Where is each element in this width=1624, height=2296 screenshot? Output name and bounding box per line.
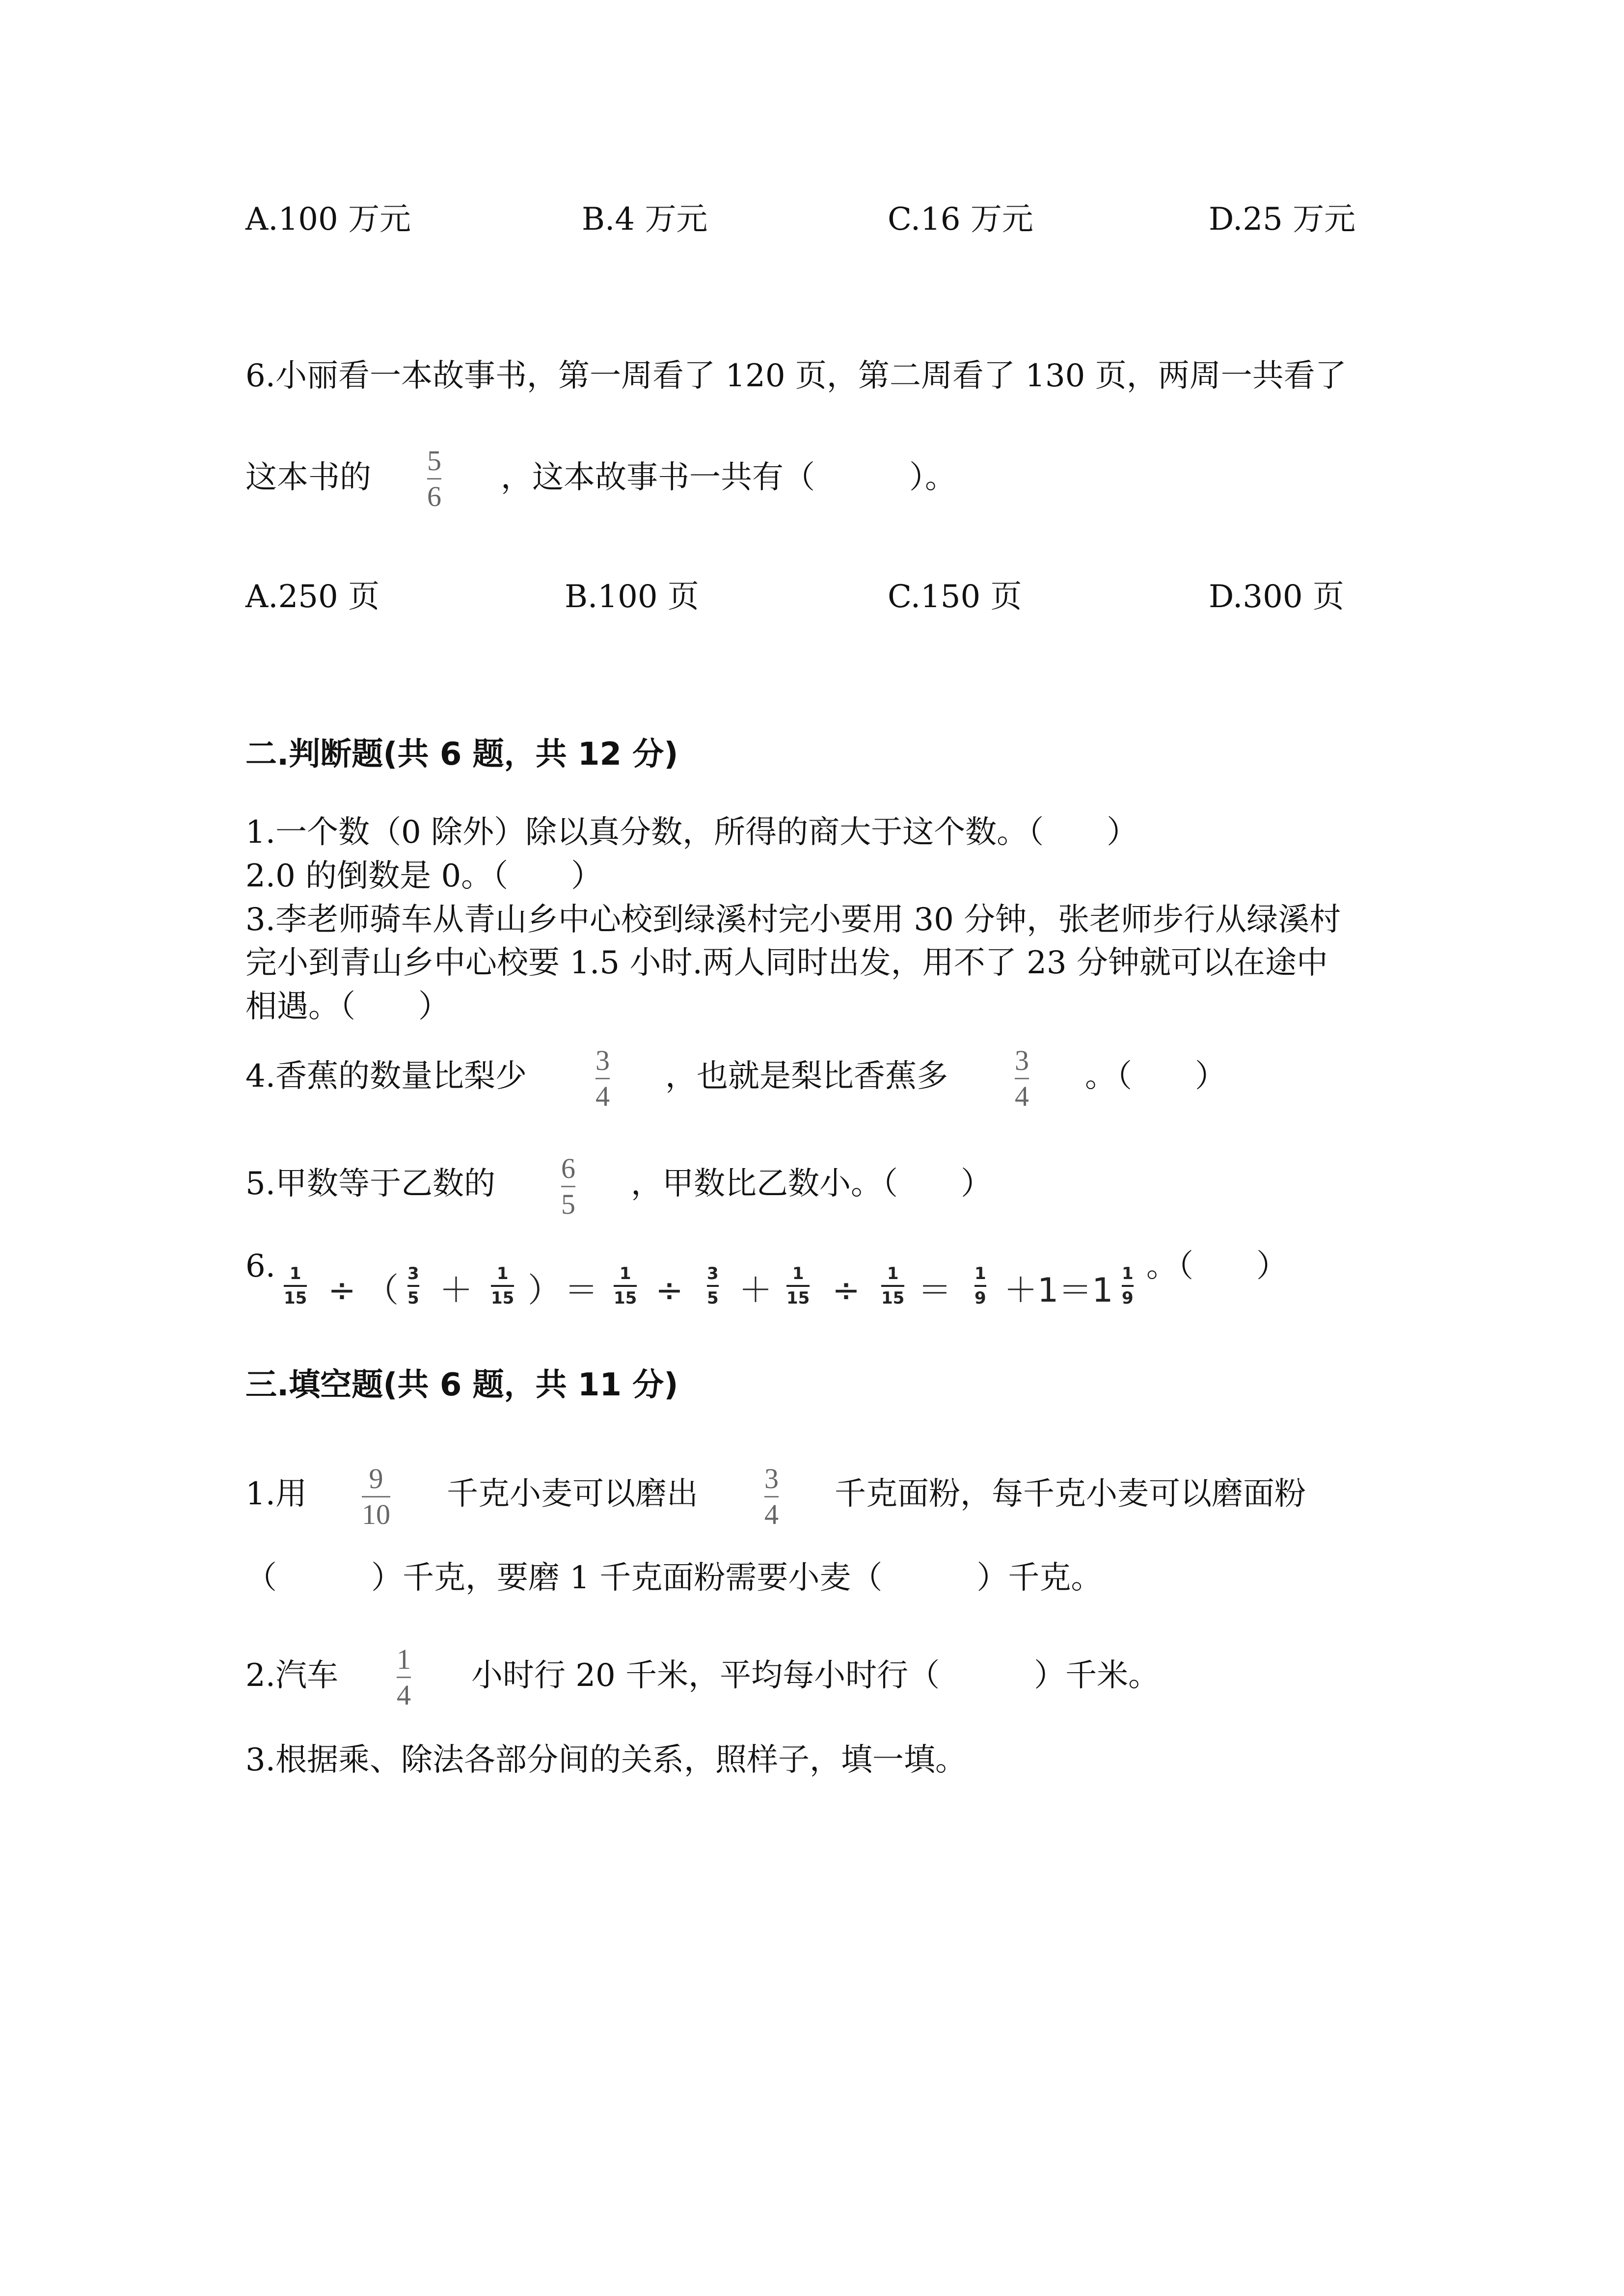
denominator: 10: [362, 1498, 390, 1530]
fraction-bar: [881, 1285, 904, 1287]
fraction-bar: [491, 1285, 514, 1287]
s2-q4-before: 4.香蕉的数量比梨少: [245, 1058, 527, 1095]
numerator: 3: [595, 1044, 610, 1076]
s3-q1-after: 千克面粉，每千克小麦可以磨面粉: [835, 1476, 1306, 1512]
plus-one-equals-one: ＋1＝1: [1004, 1271, 1113, 1310]
s3-q1-fraction-1: [362, 1465, 390, 1529]
section2-title: 二.判断题(共 6 题，共 12 分): [245, 736, 678, 773]
s2-q3-line1: 3.李老师骑车从青山乡中心校到绿溪村完小要用 30 分钟，张老师步行从绿溪村: [245, 902, 1341, 938]
fraction-bar: [1122, 1285, 1134, 1287]
q5-option-a: A.100 万元: [245, 201, 411, 238]
s2-q6-frac-5: [707, 1265, 719, 1307]
s3-q2-after: 小时行 20 千米，平均每小时行（ ）千米。: [471, 1657, 1160, 1694]
numerator: 3: [764, 1463, 779, 1495]
fraction-bar: [362, 1496, 390, 1497]
denominator: 4: [1015, 1080, 1029, 1112]
open-paren: （: [365, 1271, 399, 1310]
s3-q1-fraction-2: [764, 1465, 779, 1529]
denominator: 9: [1122, 1288, 1134, 1308]
fraction-bar: [595, 1078, 610, 1079]
denominator: 15: [614, 1288, 637, 1308]
denominator: 9: [974, 1288, 986, 1308]
s3-q2-fraction: [397, 1645, 411, 1709]
fraction-bar: [561, 1186, 575, 1187]
fraction-bar: [614, 1285, 637, 1287]
q5-option-c: C.16 万元: [888, 201, 1033, 238]
numerator: 1: [1122, 1264, 1134, 1283]
q6-option-b: B.100 页: [565, 579, 699, 615]
numerator: 1: [397, 1643, 411, 1675]
numerator: 1: [619, 1264, 631, 1283]
fraction-bar: [397, 1677, 411, 1678]
denominator: 5: [561, 1188, 575, 1220]
s3-q1-label: 1.用: [245, 1476, 307, 1512]
s2-q3-line2: 完小到青山乡中心校要 1.5 小时.两人同时出发，用不了 23 分钟就可以在途中: [245, 945, 1328, 981]
divide-sign: ÷: [655, 1271, 683, 1310]
divide-sign: ÷: [328, 1271, 356, 1310]
s2-q5-after: ，甲数比乙数小。（ ）: [631, 1166, 992, 1202]
numerator: 1: [289, 1264, 301, 1283]
s2-q4-fraction-2: [1015, 1046, 1029, 1111]
plus-sign: ＋: [739, 1271, 773, 1310]
denominator: 4: [764, 1498, 779, 1530]
equals-sign: ＝: [918, 1271, 952, 1310]
s2-q5-fraction: [561, 1154, 575, 1219]
q6-stem-line1: 6.小丽看一本故事书，第一周看了 120 页，第二周看了 130 页，两周一共看了: [245, 358, 1347, 394]
q5-option-b: B.4 万元: [582, 201, 708, 238]
q6-option-d: D.300 页: [1209, 579, 1344, 615]
denominator: 5: [407, 1288, 419, 1308]
s2-q6-frac-4: [614, 1265, 637, 1307]
s2-q4-after: 。（ ）: [1085, 1058, 1226, 1095]
numerator: 3: [707, 1264, 719, 1283]
s2-q6-label: 6.: [245, 1248, 276, 1284]
s2-q6-frac-6: [786, 1265, 810, 1307]
s2-q2: 2.0 的倒数是 0。（ ）: [245, 858, 603, 894]
s3-q3: 3.根据乘、除法各部分间的关系，照样子，填一填。: [245, 1742, 967, 1778]
numerator: 1: [887, 1264, 899, 1283]
numerator: 1: [792, 1264, 804, 1283]
s2-q4-fraction-1: [595, 1046, 610, 1111]
q6-stem-line2-before: 这本书的: [245, 459, 371, 496]
fraction-bar: [707, 1285, 719, 1287]
s3-q1-line2: （ ）千克，要磨 1 千克面粉需要小麦（ ）千克。: [245, 1560, 1103, 1596]
close-paren: ）: [528, 1271, 562, 1310]
s2-q3-line3: 相遇。（ ）: [245, 988, 450, 1025]
s2-q4-middle: ，也就是梨比香蕉多: [665, 1058, 948, 1095]
q5-option-d: D.25 万元: [1209, 201, 1356, 238]
s3-q1-middle: 千克小麦可以磨出: [447, 1476, 698, 1512]
fraction-bar: [427, 478, 441, 480]
denominator: 5: [707, 1288, 719, 1308]
equals-sign: ＝: [565, 1271, 598, 1310]
fraction-bar: [407, 1285, 419, 1287]
numerator: 3: [1015, 1044, 1029, 1076]
denominator: 4: [595, 1080, 610, 1112]
s2-q6-frac-8: [974, 1265, 986, 1307]
s2-q5-before: 5.甲数等于乙数的: [245, 1166, 496, 1202]
plus-sign: ＋: [439, 1271, 473, 1310]
denominator: 6: [427, 481, 441, 512]
numerator: 6: [561, 1152, 575, 1184]
fraction-bar: [974, 1285, 986, 1287]
numerator: 5: [427, 445, 441, 477]
s2-q6-frac-1: [284, 1265, 307, 1307]
denominator: 15: [786, 1288, 810, 1308]
q6-stem-line2-after: ，这本故事书一共有（ ）。: [501, 459, 956, 496]
numerator: 9: [369, 1463, 383, 1495]
numerator: 1: [974, 1264, 986, 1283]
s2-q1: 1.一个数（0 除外）除以真分数，所得的商大于这个数。（ ）: [245, 814, 1138, 851]
denominator: 4: [397, 1679, 411, 1711]
s2-q6-frac-3: [491, 1265, 514, 1307]
denominator: 15: [284, 1288, 307, 1308]
fraction-bar: [764, 1496, 779, 1497]
divide-sign: ÷: [832, 1271, 860, 1310]
q6-option-a: A.250 页: [245, 579, 380, 615]
s2-q6-frac-9: [1122, 1265, 1134, 1307]
fraction-bar: [1015, 1078, 1029, 1079]
numerator: 3: [407, 1264, 419, 1283]
fraction-bar: [786, 1285, 810, 1287]
denominator: 15: [491, 1288, 514, 1308]
q6-fraction: [427, 447, 441, 511]
section3-title: 三.填空题(共 6 题，共 11 分): [245, 1367, 678, 1403]
q6-option-c: C.150 页: [888, 579, 1022, 615]
s2-q6-after: 。（ ）: [1146, 1248, 1288, 1284]
s3-q2-before: 2.汽车: [245, 1657, 339, 1694]
s2-q6-frac-7: [881, 1265, 904, 1307]
numerator: 1: [496, 1264, 509, 1283]
denominator: 15: [881, 1288, 905, 1308]
s2-q6-frac-2: [407, 1265, 419, 1307]
fraction-bar: [284, 1285, 307, 1287]
